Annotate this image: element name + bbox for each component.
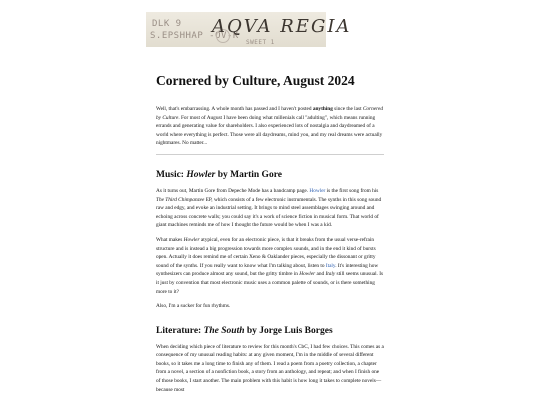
banner-stamp-text: S.EPSHHAP -OV-K [150, 31, 239, 41]
section-heading-literature: Literature: The South by Jorge Luis Borges [156, 325, 333, 336]
site-logo: AQVA REGIA [212, 16, 352, 37]
banner-stamp-text: SWEET 1 [246, 39, 275, 46]
literature-paragraph: When deciding which piece of literature to review for this month's CbC, I had few choices. This comes as a consequence of my unusual reading habits: at any given moment, I'm in the middle of several different books, so it takes me a long time to finish any of them. I read a poem from a poetry collection, a chapter from a novel, a section of a nonfiction book, a story from an anthology, and repeat; and when I finish one of those books, I start another. The main problem with this habit is how long it takes to complete novels—because most [156, 343, 384, 393]
music-paragraph: As it turns out, Martin Gore from Depeche Mode has a bandcamp page. Howler is the first song from his The Third Chimpanzee EP, which consists of a few electronic instrumentals. The synths in this song sound raw and edgy, and evoke an industrial setting. It brings to mind steel assemblages swinging around and echoing across concrete walls; you could say it's a work of science fiction in musical form. That world of giant machines reminds me of how I thought the future would be when I was a kid. [156, 187, 382, 229]
italy-link[interactable]: Italy [325, 262, 336, 269]
article [156, 72, 384, 400]
section-heading-music: Music: Howler by Martin Gore [156, 169, 282, 180]
howler-link[interactable]: Howler [309, 187, 326, 194]
page-title: Cornered by Culture, August 2024 [156, 73, 355, 88]
intro-paragraph: Well, that's embarrassing. A whole month has passed and I haven't posted anything since the last Cornered by Culture. For most of August I have been doing what millenials call "adulting", which means running errands and generating value for shareholders. I also experienced lots of nostalgia and daydreamed of a world where everything is perfect. Those were all daydreams, mind you, and my real dreams were actually nightmares. No matter... [156, 106, 383, 147]
site-banner[interactable] [146, 12, 352, 47]
divider [156, 154, 384, 155]
banner-stamp-text: DLK 9 [152, 19, 182, 29]
music-paragraph: Also, I'm a sucker for fun rhythms. [156, 303, 231, 310]
music-paragraph: What makes Howler atypical, even for an electronic piece, is that it breaks from the usual verse-refrain structure and is instead a big progression towards more complex sounds, and in the end it kind of bursts open. Actually it does remind me of certain Xeno & Oaklander pieces, especially the dissonant or gritty sound of the synths. If you really want to know what I'm talking about, listen to Italy. It's interesting how synthesizers can produce almost any sound, but the gritty timbre in Howler and Italy still seems unusual. Is it just by convention that most electronic music uses a common palette of sounds, or is there something more to it? [156, 236, 384, 295]
